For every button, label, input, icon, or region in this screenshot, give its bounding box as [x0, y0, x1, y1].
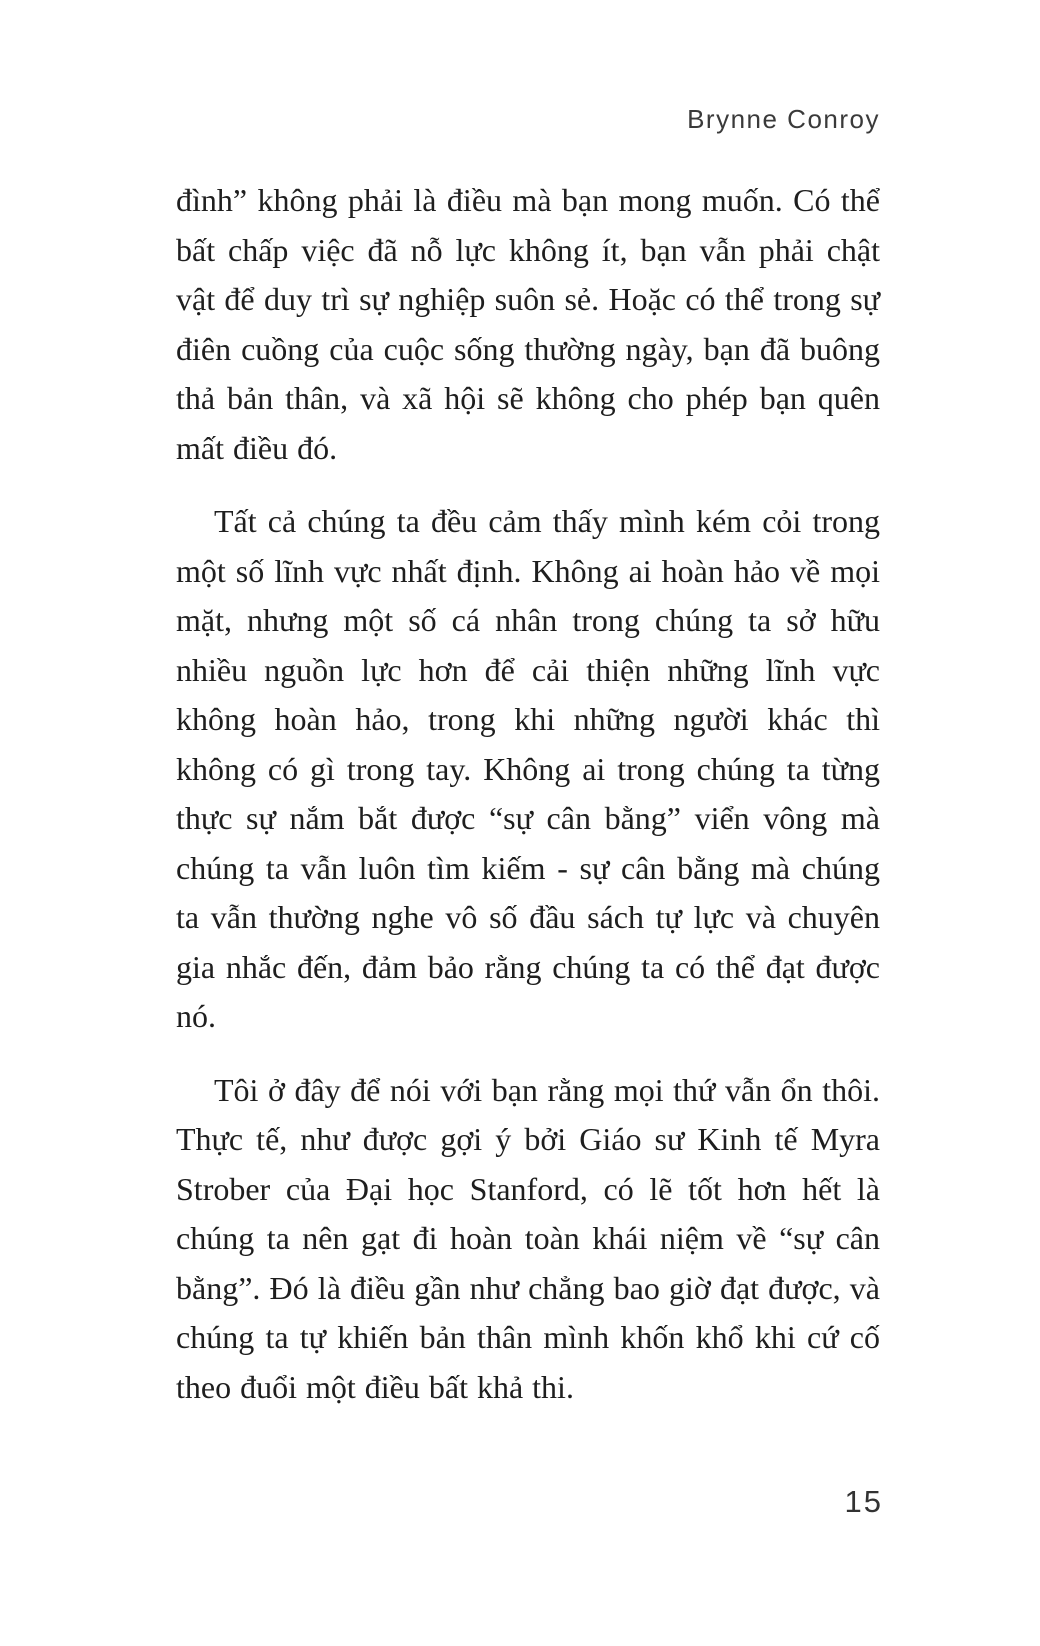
- author-name: Brynne Conroy: [687, 104, 880, 134]
- paragraph: Tôi ở đây để nói với bạn rằng mọi thứ vẫn ổn thôi. Thực tế, như được gợi ý bởi Giáo sư Kinh tế Myra Strober của Đại học Stanford, có lẽ tốt hơn hết là chúng ta nên gạt đi hoàn toàn khái niệm về “sự cân bằng”. Đó là điều gần như chẳng bao giờ đạt được, và chúng ta tự khiến bản thân mình khốn khổ khi cứ cố theo đuổi một điều bất khả thi.: [176, 1071, 880, 1405]
- page-footer: [176, 1484, 883, 1520]
- paragraph: Tất cả chúng ta đều cảm thấy mình kém cỏi trong một số lĩnh vực nhất định. Không ai hoàn hảo về mọi mặt, nhưng một số cá nhân trong chúng ta sở hữu nhiều nguồn lực hơn để cải thiện những lĩnh vực không hoàn hảo, trong khi những người khác thì không có gì trong tay. Không ai trong chúng ta từng thực sự nắm bắt được “sự cân bằng” viển vông mà chúng ta vẫn luôn tìm kiếm - sự cân bằng mà chúng ta vẫn thường nghe vô số đầu sách tự lực và chuyên gia nhắc đến, đảm bảo rằng chúng ta có thể đạt được nó.: [176, 503, 880, 1034]
- running-header: [176, 104, 880, 135]
- paragraph-continuation: đình” không phải là điều mà bạn mong muốn. Có thể bất chấp việc đã nỗ lực không ít, bạn vẫn phải chật vật để duy trì sự nghiệp suôn sẻ. Hoặc có thể trong sự điên cuồng của cuộc sống thường ngày, bạn đã buông thả bản thân, và xã hội sẽ không cho phép bạn quên mất điều đó.: [176, 182, 880, 466]
- page-content: [176, 176, 880, 1436]
- page-number: 15: [844, 1484, 883, 1519]
